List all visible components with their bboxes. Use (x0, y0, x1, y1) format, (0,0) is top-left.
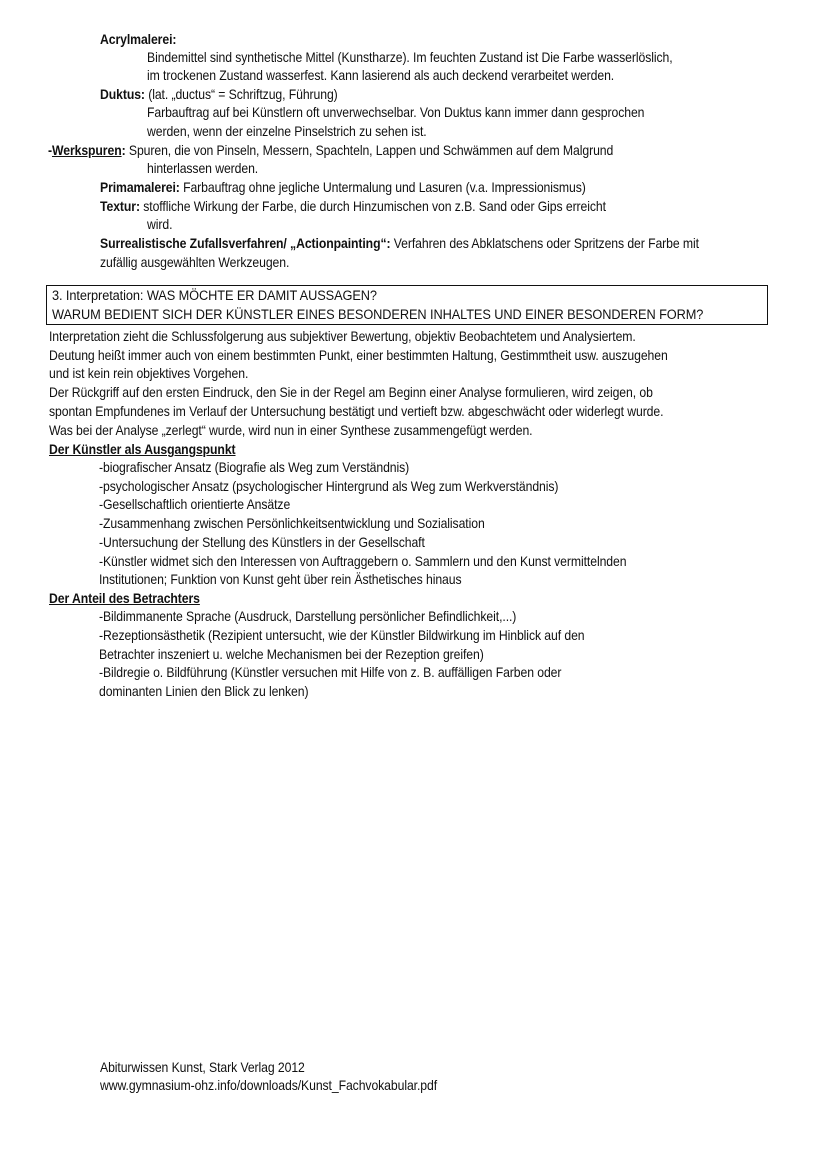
list-item: -Gesellschaftlich orientierte Ansätze (99, 497, 291, 512)
subheading-kuenstler: Der Künstler als Ausgangspunkt (49, 442, 236, 457)
list-item: -Untersuchung der Stellung des Künstlers in der Gesellschaft (99, 535, 425, 550)
term-acrylmalerei: Acrylmalerei: (100, 32, 177, 47)
term-textur: Textur: (100, 199, 140, 214)
list-item: -Rezeptionsästhetik (Rezipient untersucht, wie der Künstler Bildwirkung im Hinblick auf den (99, 628, 585, 643)
term-surrealistische-zufallsverfahren: Surrealistische Zufallsverfahren/ „Actionpainting“: (100, 236, 391, 251)
primamalerei-line (100, 179, 586, 197)
acryl-description-line-2: im trockenen Zustand wasserfest. Kann lasierend als auch deckend verarbeitet werden. (147, 68, 615, 83)
intro-line-2: Deutung heißt immer auch von einem bestimmten Punkt, einer bestimmten Haltung, Gestimmtheit usw. auszugehen (49, 348, 668, 363)
list-item: -Bildimmanente Sprache (Ausdruck, Darstellung persönlicher Befindlichkeit,...) (99, 609, 517, 624)
term-primamalerei: Primamalerei: (100, 180, 180, 195)
list-item: Institutionen; Funktion von Kunst geht über rein Ästhetisches hinaus (99, 572, 462, 587)
surreal-description-line-2: zufällig ausgewählten Werkzeugen. (100, 255, 290, 270)
duktus-description-line-2: werden, wenn der einzelne Pinselstrich zu sehen ist. (147, 124, 427, 139)
term-werkspuren: Werkspuren (51, 143, 122, 158)
section-heading-line-1: 3. Interpretation: WAS MÖCHTE ER DAMIT AUSSAGEN? (52, 288, 377, 304)
intro-line-6: Was bei der Analyse „zerlegt“ wurde, wird nun in einer Synthese zusammengefügt werden. (49, 423, 533, 438)
surreal-line (100, 235, 699, 253)
list-item: -Künstler widmet sich den Interessen von Auftraggebern o. Sammlern und den Kunst vermittelnden (99, 554, 627, 569)
list-item: -Bildregie o. Bildführung (Künstler versuchen mit Hilfe von z. B. auffälligen Farben oder (99, 665, 562, 680)
section-heading-line-2: WARUM BEDIENT SICH DER KÜNSTLER EINES BESONDEREN INHALTES UND EINER BESONDEREN FORM? (52, 307, 704, 323)
werkspuren-dash: - (48, 143, 52, 158)
duktus-note: (lat. „ductus“ = Schriftzug, Führung) (144, 87, 338, 102)
intro-line-3: und ist kein rein objektives Vorgehen. (49, 366, 249, 381)
list-item: -biografischer Ansatz (Biografie als Weg zum Verständnis) (99, 460, 410, 475)
footer-source: Abiturwissen Kunst, Stark Verlag 2012 (100, 1060, 305, 1075)
surreal-description-line-1: Verfahren des Abklatschens oder Spritzens der Farbe mit (390, 236, 699, 251)
werkspuren-line (48, 142, 613, 160)
term-duktus: Duktus: (100, 87, 145, 102)
subheading-betrachter: Der Anteil des Betrachters (49, 591, 200, 606)
intro-line-1: Interpretation zieht die Schlussfolgerung aus subjektiver Bewertung, objektiv Beobachtetem und Analysiertem. (49, 329, 636, 344)
werkspuren-description-line-2: hinterlassen werden. (147, 161, 259, 176)
acryl-description-line-1: Bindemittel sind synthetische Mittel (Kunstharze). Im feuchten Zustand ist Die Farbe wasserlöslich, (147, 50, 673, 65)
duktus-line (100, 86, 338, 104)
werkspuren-colon: : (121, 143, 126, 158)
list-item: Betrachter inszeniert u. welche Mechanismen bei der Rezeption greifen) (99, 647, 484, 662)
intro-line-5: spontan Empfundenes im Verlauf der Untersuchung bestätigt und vertieft bzw. abgeschwächt oder widerlegt wurde. (49, 404, 664, 419)
intro-line-4: Der Rückgriff auf den ersten Eindruck, den Sie in der Regel am Beginn einer Analyse formulieren, wird zeigen, ob (49, 385, 653, 400)
primamalerei-description: Farbauftrag ohne jegliche Untermalung und Lasuren (v.a. Impressionismus) (179, 180, 586, 195)
footer-url: www.gymnasium-ohz.info/downloads/Kunst_Fachvokabular.pdf (100, 1078, 438, 1093)
list-item: -Zusammenhang zwischen Persönlichkeitsentwicklung und Sozialisation (99, 516, 485, 531)
textur-description-line-1: stoffliche Wirkung der Farbe, die durch Hinzumischen von z.B. Sand oder Gips erreicht (139, 199, 606, 214)
duktus-description-line-1: Farbauftrag auf bei Künstlern oft unverwechselbar. Von Duktus kann immer dann gesprochen (147, 105, 645, 120)
textur-line (100, 198, 606, 216)
list-item: -psychologischer Ansatz (psychologischer Hintergrund als Weg zum Werkverständnis) (99, 479, 559, 494)
list-item: dominanten Linien den Blick zu lenken) (99, 684, 309, 699)
werkspuren-description-line-1: Spuren, die von Pinseln, Messern, Spachteln, Lappen und Schwämmen auf dem Malgrund (125, 143, 614, 158)
textur-description-line-2: wird. (147, 217, 173, 232)
